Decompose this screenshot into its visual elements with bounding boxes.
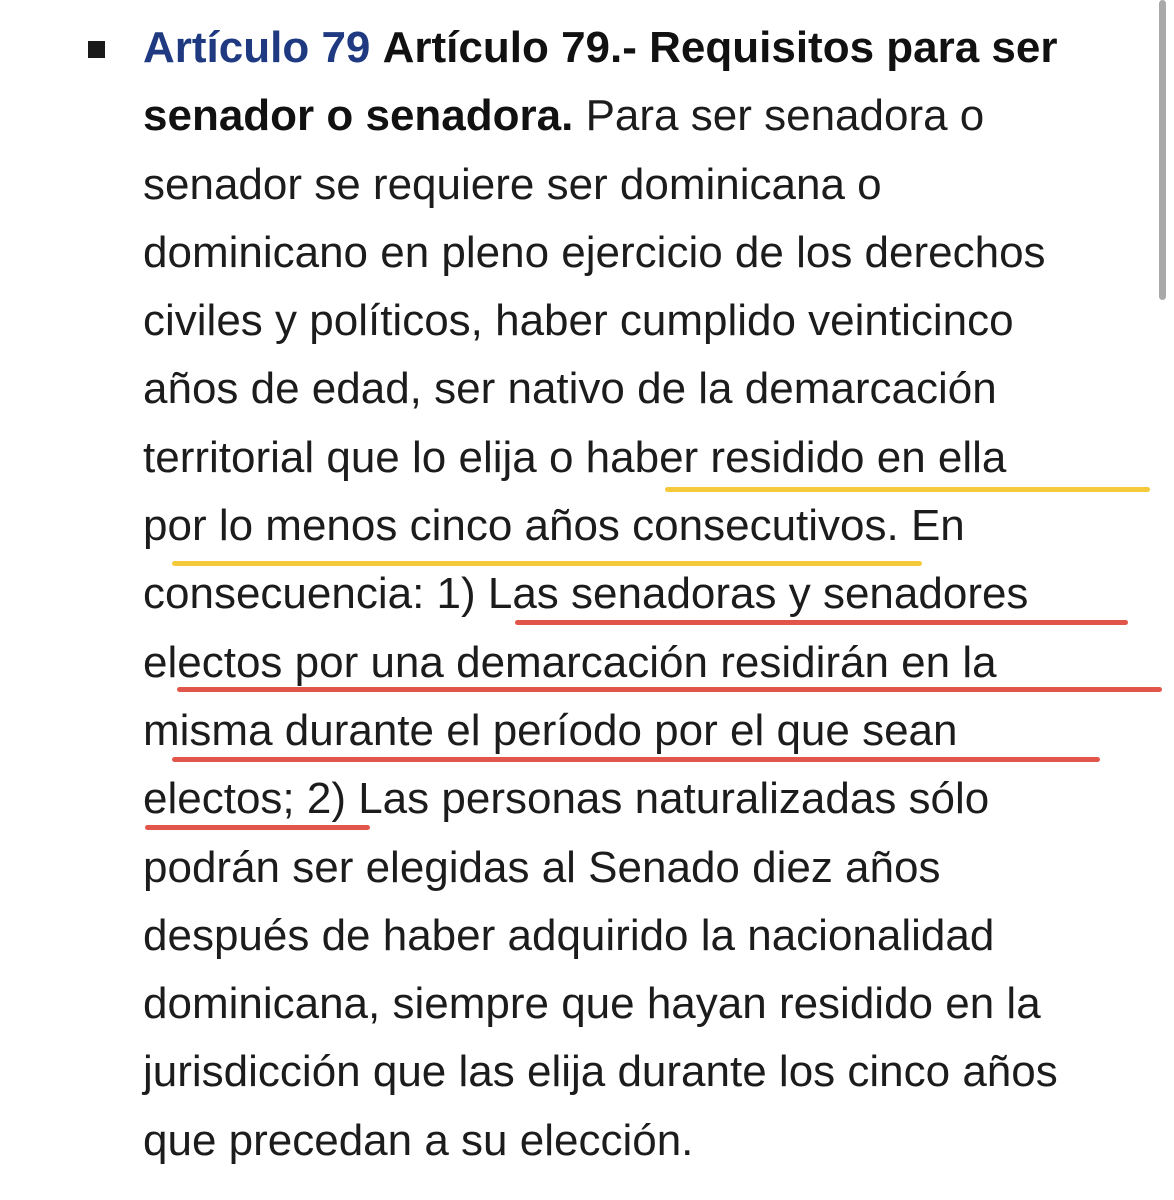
yellow-underline-mark	[172, 561, 922, 566]
article-79-link[interactable]: Artículo 79	[143, 23, 371, 72]
article-text-line: civiles y políticos, haber cumplido veinticinco	[143, 296, 1014, 346]
article-line-2	[143, 82, 1143, 150]
red-underline-mark	[145, 825, 370, 830]
article-text-line: electos; 2) Las personas naturalizadas sólo	[143, 774, 990, 824]
article-text-line: después de haber adquirido la nacionalidad	[143, 910, 995, 960]
scrollbar-thumb[interactable]	[1159, 0, 1166, 300]
red-underline-mark	[172, 757, 1100, 762]
article-text-line: consecuencia: 1) Las senadoras y senadores	[143, 569, 1029, 619]
article-text-line: dominicano en pleno ejercicio de los derechos	[143, 227, 1046, 277]
article-text-line: por lo menos cinco años consecutivos. En	[143, 501, 965, 551]
article-paragraph	[143, 14, 1143, 1175]
article-text-line: senador se requiere ser dominicana o	[143, 159, 882, 209]
article-text-line: que precedan a su elección.	[143, 1115, 694, 1165]
article-text-line: años de edad, ser nativo de la demarcación	[143, 364, 997, 414]
article-text-line: jurisdicción que las elija durante los cinco años	[143, 1047, 1058, 1097]
article-text-line: territorial que lo elija o haber residido en ella	[143, 432, 1007, 482]
article-text-line: Para ser senadora o	[573, 91, 985, 141]
article-text-line: podrán ser elegidas al Senado diez años	[143, 842, 941, 892]
red-underline-mark	[515, 620, 1128, 625]
article-text-line: misma durante el período por el que sean	[143, 705, 958, 755]
list-bullet-icon	[88, 41, 105, 58]
article-text-line: dominicana, siempre que hayan residido en la	[143, 979, 1041, 1029]
article-heading-part2: senador o senadora.	[143, 91, 574, 141]
article-line-1	[143, 14, 1143, 82]
red-underline-mark	[177, 687, 1162, 692]
yellow-underline-mark	[665, 487, 1150, 492]
article-heading-part1: Artículo 79.- Requisitos para ser	[382, 23, 1058, 72]
article-text-line: electos por una demarcación residirán en la	[143, 637, 997, 687]
